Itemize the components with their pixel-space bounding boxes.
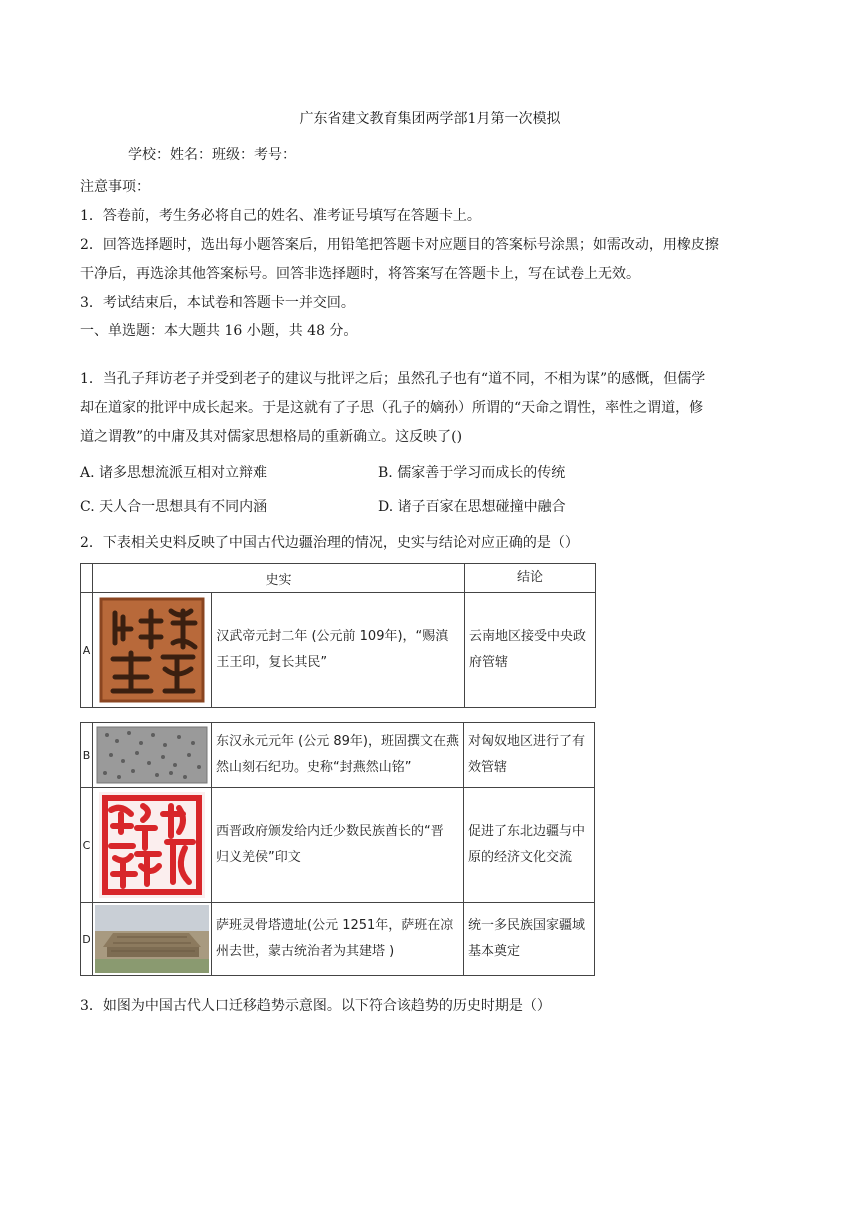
conclusion-line: 原的经济文化交流 xyxy=(468,850,573,865)
yanran-inscription-image xyxy=(93,723,212,788)
fact-line: 归义羌侯”印文 xyxy=(216,850,301,865)
notice-item-2-line-1: 2．回答选择题时，选出每小题答案后，用铅笔把答题卡对应题目的答案标号涂黑；如需改动，用橡皮擦 xyxy=(80,237,719,253)
question-1-line-1: 1．当孔子拜访老子并受到老子的建议与批评之后；虽然孔子也有“道不同，不相为谋”的感慨，但儒学 xyxy=(80,371,706,387)
table-row xyxy=(81,723,595,788)
jin-qiang-seal-image xyxy=(93,788,212,903)
question-2-stem: 2．下表相关史料反映了中国古代边疆治理的情况，史实与结论对应正确的是（） xyxy=(80,535,579,551)
notice-item-2-line-2: 干净后，再选涂其他答案标号。回答非选择题时，将答案写在答题卡上，写在试卷上无效。 xyxy=(80,266,640,282)
fact-line: 然山刻石纪功。史称“封燕然山铭” xyxy=(216,760,412,775)
conclusion-line: 效管辖 xyxy=(468,760,508,775)
header-fact: 史实 xyxy=(93,564,465,593)
row-letter: A xyxy=(81,593,93,708)
fact-line: 州去世，蒙古统治者为其建塔 ) xyxy=(216,944,395,959)
history-table-top xyxy=(80,563,596,708)
fact-line: 西晋政府颁发给内迁少数民族酋长的“晋 xyxy=(216,824,444,839)
question-1-option-a: A. 诸多思想流派互相对立辩难 xyxy=(80,465,268,481)
history-table-bottom xyxy=(80,722,595,976)
conclusion-line: 云南地区接受中央政 xyxy=(469,629,587,644)
fact-line: 萨班灵骨塔遗址(公元 1251年，萨班在凉 xyxy=(216,918,454,933)
exam-title: 广东省建文教育集团两学部1月第一次模拟 xyxy=(299,111,561,127)
table-row xyxy=(81,788,595,903)
question-1-option-c: C. 天人合一思想具有不同内涵 xyxy=(80,499,268,515)
conclusion-line: 统一多民族国家疆域 xyxy=(468,918,586,933)
question-1-option-b: B. 儒家善于学习而成长的传统 xyxy=(378,465,566,481)
fact-line: 王王印，复长其民” xyxy=(216,655,328,670)
row-letter: B xyxy=(81,723,93,788)
conclusion-line: 促进了东北边疆与中 xyxy=(468,824,586,839)
fact-line: 汉武帝元封二年 (公元前 109年)，“赐滇 xyxy=(216,629,449,644)
question-3-stem: 3．如图为中国古代人口迁移趋势示意图。以下符合该趋势的历史时期是（） xyxy=(80,998,551,1014)
question-1-line-3: 道之谓教”的中庸及其对儒家思想格局的重新确立。这反映了() xyxy=(80,429,463,445)
table-row xyxy=(81,593,596,708)
notice-item-1: 1．答卷前，考生务必将自己的姓名、准考证号填写在答题卡上。 xyxy=(80,208,481,224)
row-letter: D xyxy=(81,903,93,976)
row-letter: C xyxy=(81,788,93,903)
question-1-option-d: D. 诸子百家在思想碰撞中融合 xyxy=(378,499,566,515)
conclusion-line: 府管辖 xyxy=(469,655,509,670)
question-1-line-2: 却在道家的批评中成长起来。于是这就有了子思（孔子的嫡孙）所谓的“天命之谓性，率性之谓道，修 xyxy=(80,400,704,416)
header-conclusion: 结论 xyxy=(465,564,596,593)
fact-line: 东汉永元元年 (公元 89年)，班固撰文在燕 xyxy=(216,734,459,749)
table-row xyxy=(81,903,595,976)
student-info-line: 学校：姓名：班级：考号： xyxy=(128,147,296,163)
table-header-row xyxy=(81,564,596,593)
notice-item-3: 3．考试结束后，本试卷和答题卡一并交回。 xyxy=(80,295,355,311)
notice-heading: 注意事项： xyxy=(80,179,150,195)
dian-king-seal-image xyxy=(93,593,212,708)
section-heading: 一、单选题：本大题共 16 小题，共 48 分。 xyxy=(80,323,358,339)
conclusion-line: 对匈奴地区进行了有 xyxy=(468,734,586,749)
conclusion-line: 基本奠定 xyxy=(468,944,521,959)
saban-stupa-ruins-image xyxy=(93,903,212,976)
